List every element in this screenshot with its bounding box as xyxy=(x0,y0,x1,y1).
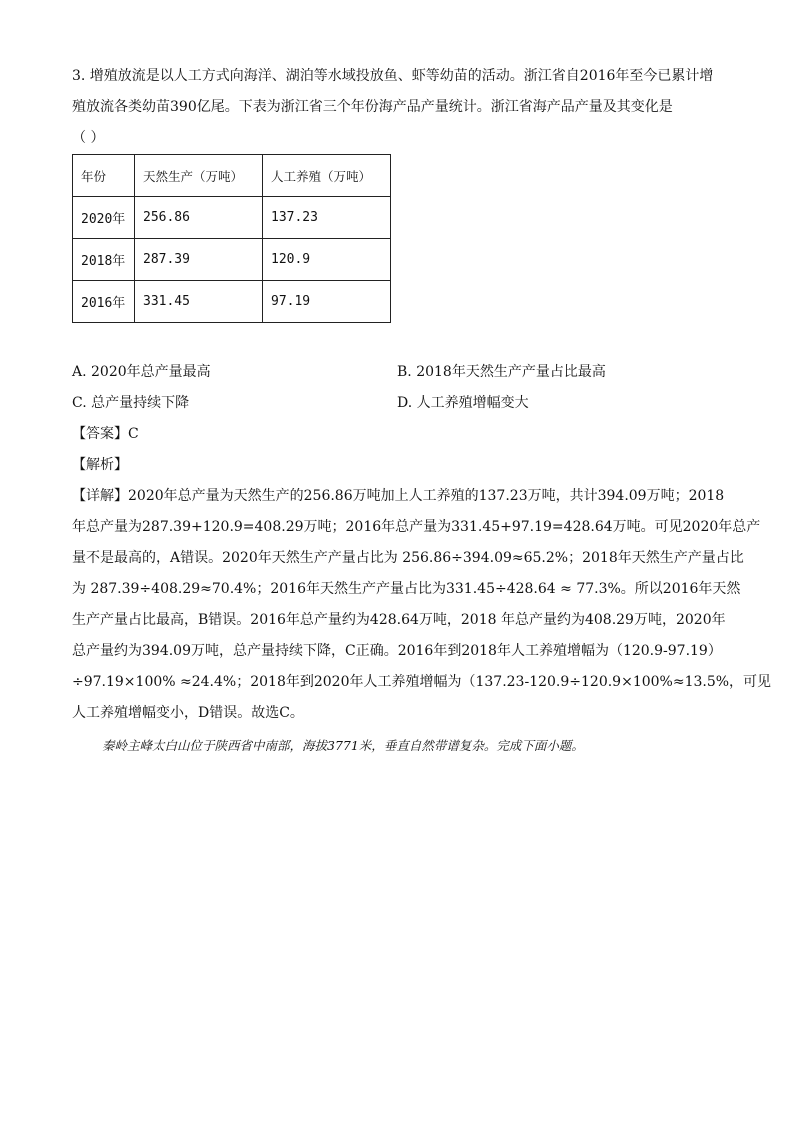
header-year: 年份 xyxy=(73,155,135,197)
analysis-line: 总产量约为394.09万吨，总产量持续下降，C正确。2016年到2018年人工养殖增幅为（120.9-97.19） xyxy=(72,643,722,659)
option-a: A. 2020年总产量最高 xyxy=(72,364,211,380)
answer-blank: （ ） xyxy=(72,130,105,146)
table-row xyxy=(73,239,391,281)
cell-natural: 331.45 xyxy=(135,281,263,323)
analysis-line: ÷97.19×100% ≈24.4%；2018年到2020年人工养殖增幅为（137.23-120.9÷120.9×100%≈13.5%，可见 xyxy=(72,674,772,690)
table-row xyxy=(73,197,391,239)
analysis-line: 【详解】2020年总产量为天然生产的256.86万吨加上人工养殖的137.23万吨，共计394.09万吨；2018 xyxy=(72,488,725,504)
table-header-row xyxy=(73,155,391,197)
header-aquaculture: 人工养殖（万吨） xyxy=(263,155,391,197)
answer-line: 【答案】C xyxy=(72,426,139,442)
option-d: D. 人工养殖增幅变大 xyxy=(397,395,529,411)
cell-year: 2016年 xyxy=(73,281,135,323)
analysis-line: 为 287.39÷408.29≈70.4%；2016年天然生产产量占比为331.45÷428.64 ≈ 77.3%。所以2016年天然 xyxy=(72,581,741,597)
cell-natural: 256.86 xyxy=(135,197,263,239)
option-c: C. 总产量持续下降 xyxy=(72,395,190,411)
cell-natural: 287.39 xyxy=(135,239,263,281)
question-line-1: 3. 增殖放流是以人工方式向海洋、湖泊等水域投放鱼、虾等幼苗的活动。浙江省自2016年至今已累计增 xyxy=(72,68,714,84)
header-natural: 天然生产（万吨） xyxy=(135,155,263,197)
table-row xyxy=(73,281,391,323)
analysis-title: 【解析】 xyxy=(72,457,128,473)
cell-aquaculture: 137.23 xyxy=(263,197,391,239)
question-line-2: 殖放流各类幼苗390亿尾。下表为浙江省三个年份海产品产量统计。浙江省海产品产量及其变化是 xyxy=(72,99,673,115)
cell-year: 2020年 xyxy=(73,197,135,239)
analysis-line: 生产产量占比最高，B错误。2016年总产量约为428.64万吨，2018 年总产量约为408.29万吨，2020年 xyxy=(72,612,726,628)
next-question-intro: 秦岭主峰太白山位于陕西省中南部，海拔3771米，垂直自然带谱复杂。完成下面小题。 xyxy=(102,738,584,753)
cell-aquaculture: 120.9 xyxy=(263,239,391,281)
analysis-line: 年总产量为287.39+120.9=408.29万吨；2016年总产量为331.45+97.19=428.64万吨。可见2020年总产 xyxy=(72,519,761,535)
analysis-line: 量不是最高的，A错误。2020年天然生产产量占比为 256.86÷394.09≈65.2%；2018年天然生产产量占比 xyxy=(72,550,744,566)
cell-aquaculture: 97.19 xyxy=(263,281,391,323)
analysis-line: 人工养殖增幅变小，D错误。故选C。 xyxy=(72,705,304,721)
option-b: B. 2018年天然生产产量占比最高 xyxy=(397,364,606,380)
production-table xyxy=(72,154,391,323)
cell-year: 2018年 xyxy=(73,239,135,281)
